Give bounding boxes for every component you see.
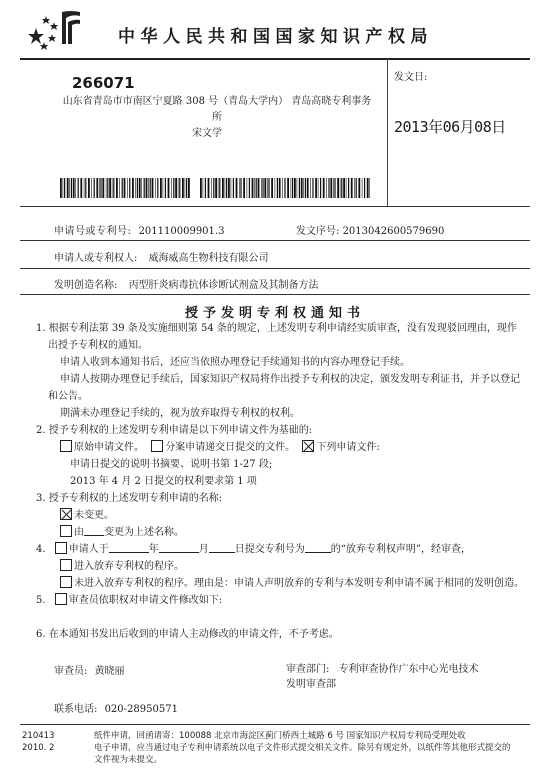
checkbox-changed[interactable] — [60, 525, 72, 537]
header-divider — [20, 58, 530, 60]
barcode-right — [200, 178, 370, 198]
recipient-address — [62, 94, 372, 142]
serial-value: 2013042600579690 — [342, 226, 445, 237]
p2-line4: 2013 年 4 月 2 日提交的权利要求第 1 项 — [70, 476, 257, 487]
serial-row — [296, 222, 444, 237]
p4-e: 日提交专利号为 — [234, 544, 305, 555]
notice-title: 授予发明专利权通知书 — [184, 306, 365, 321]
applicant-row — [54, 249, 269, 264]
p4-c: 年 — [148, 544, 159, 555]
applicant-value: 威海威高生物科技有限公司 — [148, 253, 269, 264]
p3-opt1-label: 未变更。 — [74, 510, 114, 521]
blank-patent-no — [305, 542, 331, 553]
sipo-emblem-icon — [22, 8, 84, 50]
checkbox-not-enter-waiver[interactable] — [60, 576, 72, 588]
blank-day — [209, 542, 235, 553]
applicant-label: 申请人或专利权人: — [54, 253, 138, 264]
p1-line6: 期满未办理登记手续的，视为放弃取得专利权的权利。 — [60, 408, 300, 419]
checkbox-original-docs[interactable] — [60, 440, 72, 452]
checkbox-unchanged[interactable] — [60, 508, 72, 520]
invention-row — [54, 276, 319, 291]
p4-f: 的“放弃专利权声明”，经审查， — [330, 544, 471, 555]
dept-row — [286, 662, 479, 692]
app-no-row — [54, 222, 224, 237]
p2-opt2-label: 分案申请递交日提交的文件。 — [165, 442, 296, 453]
p4-number: 4. — [36, 544, 46, 555]
phone-value: 020-28950571 — [104, 704, 178, 715]
p3-line1: 3. 授予专利权的上述发明专利申请的名称: — [36, 493, 223, 504]
dept-value-line1: 专利审查协作广东中心光电技术 — [338, 664, 479, 675]
p4-line — [36, 541, 524, 558]
address-text: 山东省青岛市市南区宁夏路 308 号（青岛大学内） 青岛高晓专利事务所 — [62, 96, 372, 123]
p4-b: 申请人于 — [68, 544, 109, 555]
p1-line3: 申请人收到本通知书后，还应当依照办理登记手续通知书的内容办理登记手续。 — [60, 357, 410, 368]
send-date-value: 2013年06月08日 — [394, 118, 506, 136]
p5-line — [36, 592, 524, 609]
footer-divider — [20, 724, 530, 725]
barcode-left — [60, 178, 190, 198]
checkbox-examiner-amend[interactable] — [55, 593, 67, 605]
examiner-value: 黄晓丽 — [94, 666, 125, 677]
footer-form-info — [22, 730, 54, 754]
examiner-label: 审查员: — [54, 666, 88, 677]
divider-3 — [20, 268, 530, 269]
p3-opt1 — [36, 507, 524, 524]
app-no-label: 申请号或专利号: — [54, 226, 132, 237]
form-number: 210413 — [22, 731, 55, 741]
dept-value-line2: 发明审查部 — [286, 679, 336, 690]
p2-opt1-label: 原始申请文件。 — [74, 442, 144, 453]
app-no-value: 201110009901.3 — [138, 226, 225, 237]
serial-label: 发文序号: — [296, 226, 340, 237]
blank-year — [109, 542, 149, 553]
phone-label: 联系电话: — [54, 704, 98, 715]
p2-line1: 2. 授予专利权的上述发明专利申请是以下列申请文件为基础的: — [36, 425, 313, 436]
notice-body — [36, 320, 524, 643]
p3-opt2-a: 由 — [74, 527, 84, 538]
p1-line2: 出授予专利权的通知。 — [48, 340, 148, 351]
p3-opt2 — [36, 524, 524, 541]
invention-label: 发明创造名称: — [54, 280, 118, 291]
form-date: 2010. 2 — [22, 743, 55, 753]
p6-line1: 6. 在本通知书发出后收到的申请人主动修改的申请文件，不予考虑。 — [36, 629, 339, 640]
p2-opt3-label: 下列申请文件: — [316, 442, 380, 453]
divider-1 — [20, 206, 530, 207]
checkbox-divisional-docs[interactable] — [151, 440, 163, 452]
invention-value: 丙型肝炎病毒抗体诊断试剂盒及其制备方法 — [128, 280, 319, 291]
blank-old-name — [84, 525, 104, 536]
divider-4 — [20, 294, 530, 295]
p3-opt2-b: 变更为上述名称。 — [104, 527, 184, 538]
attention-name: 宋文学 — [192, 128, 222, 139]
org-name: 中华人民共和国国家知识产权局 — [118, 27, 433, 47]
checkbox-enter-waiver[interactable] — [60, 559, 72, 571]
p4-opt1-label: 进入放弃专利权的程序。 — [74, 561, 184, 572]
p4-opt2 — [36, 575, 524, 592]
postal-code: 266071 — [72, 74, 135, 92]
recipient-divider — [387, 58, 388, 206]
checkbox-following-docs[interactable] — [302, 440, 314, 452]
p5-spacer — [36, 609, 524, 626]
p4-d: 月 — [198, 544, 209, 555]
dept-label: 审查部门: — [286, 664, 330, 675]
footer-line1: 纸件申请，回函请寄：100088 北京市海淀区蓟门桥西土城路 6 号 国家知识产权局专利局受理处收 — [94, 731, 466, 741]
divider-2 — [20, 240, 530, 241]
footer-line3: 文件视为未提交。 — [94, 755, 163, 765]
examiner-row — [54, 662, 125, 677]
p4-opt2-label: 未进入放弃专利权的程序。理由是：申请人声明放弃的专利与本发明专利申请不属于相同的发明创造。 — [74, 578, 524, 589]
phone-row — [54, 700, 178, 715]
footer-notes — [94, 730, 511, 766]
p2-options — [36, 439, 524, 456]
footer-line2: 电子申请，应当通过电子专利申请系统以电子文件形式提交相关文件。除另有规定外，以纸件等其他形式提交的 — [94, 743, 511, 753]
blank-month — [159, 542, 199, 553]
p1-line1: 1. 根据专利法第 39 条及实施细则第 54 条的规定，上述发明专利申请经实质审查，没有发现驳回理由，现作 — [36, 323, 517, 334]
p1-line4: 申请人按期办理登记手续后，国家知识产权局将作出授予专利权的决定，颁发发明专利证书，并予以登记 — [60, 374, 520, 385]
send-date-label: 发文日: — [394, 72, 428, 83]
p4-opt1 — [36, 558, 524, 575]
p5-text: 审查员依职权对申请文件修改如下: — [68, 595, 223, 606]
p1-line5: 和公告。 — [48, 391, 88, 402]
p2-line3: 申请日提交的说明书摘要、说明书第 1-27 段; — [70, 459, 273, 470]
p5-number: 5. — [36, 595, 46, 606]
checkbox-waiver[interactable] — [55, 542, 67, 554]
